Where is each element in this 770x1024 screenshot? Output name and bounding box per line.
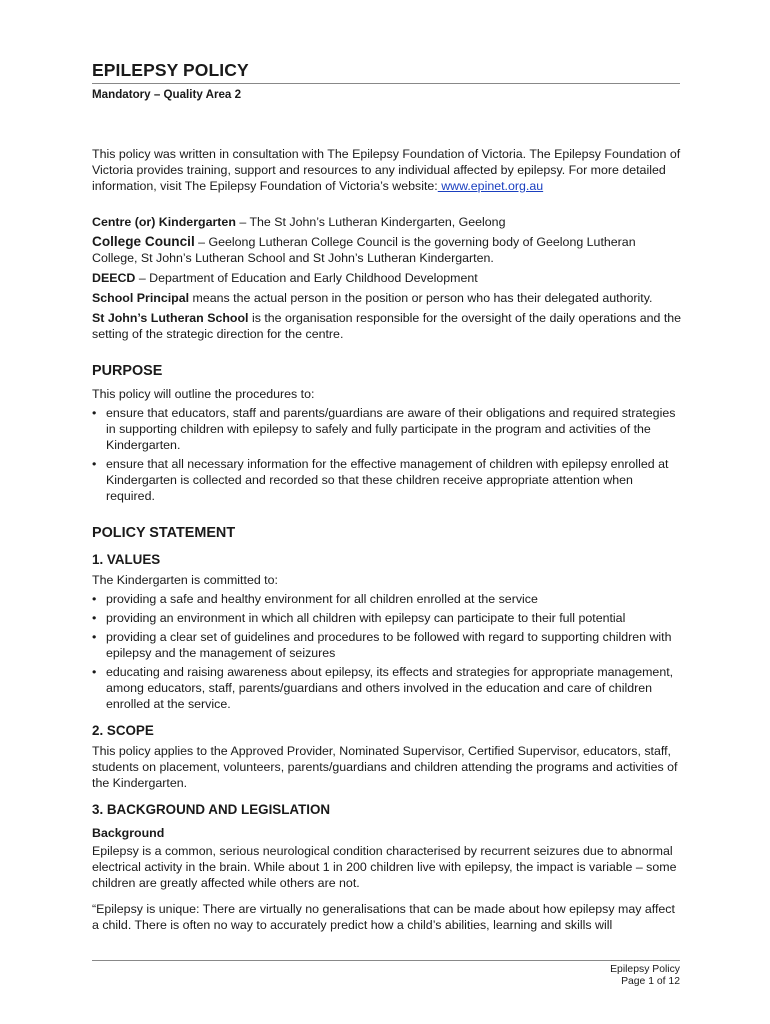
scope-paragraph: This policy applies to the Approved Provider, Nominated Supervisor, Certified Supervisor, educators, staff, students on placement, volunteers, parents/guardians and children attending the programs and activities of the Kindergarten. <box>92 744 678 790</box>
definition-text: means the actual person in the position or person who has their delegated authority. <box>189 291 653 305</box>
purpose-heading: PURPOSE <box>92 363 163 379</box>
background-paragraph-1: Epilepsy is a common, serious neurological condition characterised by recurrent seizures due to abnormal electrical activity in the brain. While about 1 in 200 children live with epilepsy, the impact is variable – some children are greatly affected while others are not. <box>92 844 677 890</box>
document-body <box>92 146 682 933</box>
definition-text: – The St John’s Lutheran Kindergarten, Geelong <box>235 215 506 229</box>
scope-heading: 2. SCOPE <box>92 723 154 738</box>
page-subtitle: Mandatory – Quality Area 2 <box>92 88 242 101</box>
background-heading: 3. BACKGROUND AND LEGISLATION <box>92 802 331 817</box>
title-divider <box>92 83 680 84</box>
definition-term: Centre (or) Kindergarten <box>92 215 236 229</box>
definition-text: – Department of Education and Early Childhood Development <box>135 271 478 285</box>
list-item: • ensure that educators, staff and parents/guardians are aware of their obligations and required strategies in supporting children with epilepsy to safely and fully participate in the program and activities of the Kindergarten. <box>92 405 682 453</box>
definition-college-council <box>92 234 682 266</box>
definition-term: School Principal <box>92 291 190 305</box>
intro-text: This policy was written in consultation with The Epilepsy Foundation of Victoria. The Epilepsy Foundation of Victoria provides training, support and resources to any individual affected by epilepsy. For more detailed information, visit The Epilepsy Foundation of Victoria’s website: <box>92 147 681 193</box>
definition-st-johns-school <box>92 310 682 342</box>
values-lead: The Kindergarten is committed to: <box>92 573 278 587</box>
definition-term: St John’s Lutheran School <box>92 311 249 325</box>
footer-doc-name: Epilepsy Policy <box>610 964 680 975</box>
page-title: EPILEPSY POLICY <box>92 60 249 80</box>
definition-centre <box>92 214 682 230</box>
footer-divider <box>92 960 680 961</box>
list-item: • providing an environment in which all children with epilepsy can participate to their full potential <box>92 610 682 626</box>
background-paragraph-2: “Epilepsy is unique: There are virtually no generalisations that can be made about how epilepsy may affect a child. There is often no way to accurately predict how a child’s abilities, learning and skills will <box>92 902 675 932</box>
definition-text: – Geelong Lutheran College Council is the governing body of Geelong Lutheran College, St John’s Lutheran School and St John’s Lutheran Kindergarten. <box>92 235 636 265</box>
list-item: • educating and raising awareness about epilepsy, its effects and strategies for appropriate management, among educators, staff, parents/guardians and others involved in the education and care of children enrolled at the service. <box>92 664 682 712</box>
values-heading: 1. VALUES <box>92 552 161 567</box>
definition-term: DEECD <box>92 271 136 285</box>
footer-page-number: Page 1 of 12 <box>621 976 680 987</box>
purpose-lead: This policy will outline the procedures to: <box>92 387 315 401</box>
definitions <box>92 214 682 342</box>
intro-paragraph <box>92 146 682 194</box>
list-item: • providing a clear set of guidelines and procedures to be followed with regard to supporting children with epilepsy and the management of seizures <box>92 629 682 661</box>
values-list <box>92 591 682 712</box>
policy-statement-heading: POLICY STATEMENT <box>92 525 236 541</box>
epinet-link[interactable]: www.epinet.org.au <box>437 179 544 193</box>
list-item: • providing a safe and healthy environment for all children enrolled at the service <box>92 591 682 607</box>
definition-deecd <box>92 270 682 286</box>
definition-school-principal <box>92 290 682 306</box>
definition-term: College Council <box>92 234 195 249</box>
page-footer <box>500 964 680 988</box>
definition-text: is the organisation responsible for the oversight of the daily operations and the setting of the strategic direction for the centre. <box>92 311 682 341</box>
list-item: • ensure that all necessary information for the effective management of children with epilepsy enrolled at Kindergarten is collected and recorded so that these children receive appropriate attention when required. <box>92 456 682 504</box>
background-subheading: Background <box>92 826 165 840</box>
purpose-list <box>92 405 682 504</box>
